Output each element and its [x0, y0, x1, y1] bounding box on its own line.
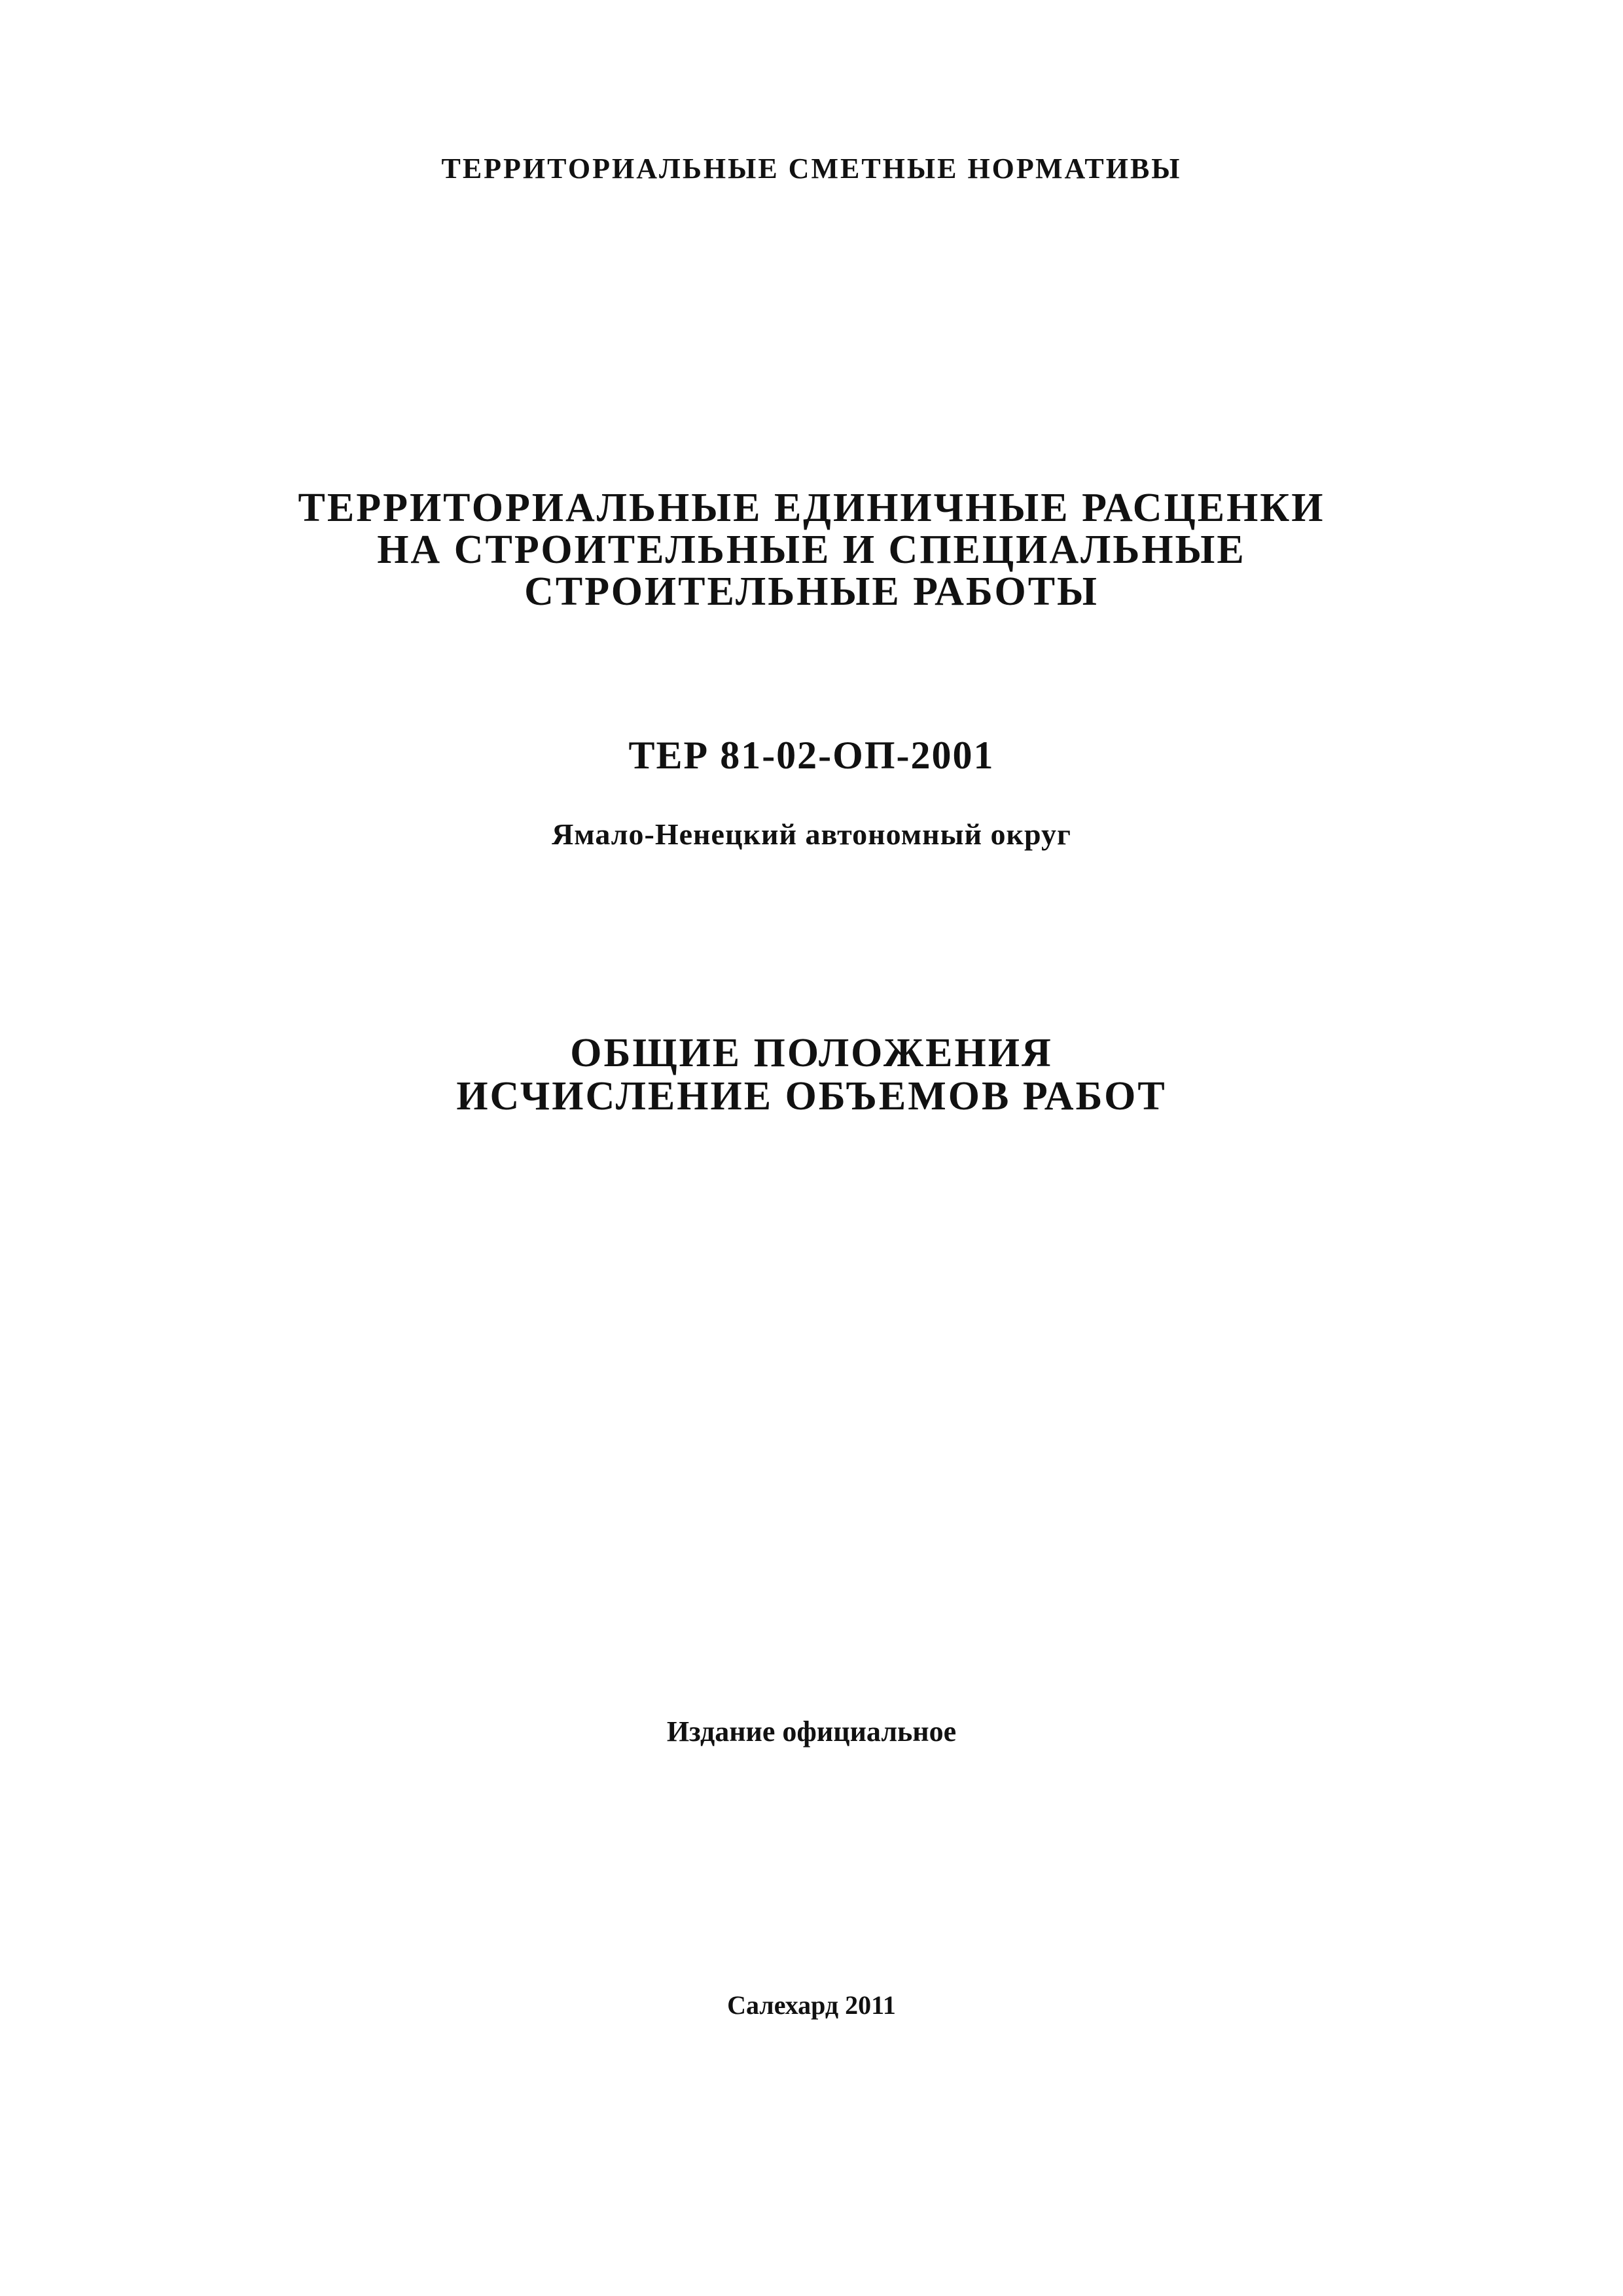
section-title	[0, 1031, 1623, 1118]
main-title-line-3: СТРОИТЕЛЬНЫЕ РАБОТЫ	[524, 569, 1099, 614]
main-title-line-1: ТЕРРИТОРИАЛЬНЫЕ ЕДИНИЧНЫЕ РАСЦЕНКИ	[298, 486, 1325, 530]
main-title-line-2: НА СТРОИТЕЛЬНЫЕ И СПЕЦИАЛЬНЫЕ	[377, 528, 1246, 572]
main-title	[0, 487, 1623, 613]
section-title-line-2: ИСЧИСЛЕНИЕ ОБЪЕМОВ РАБОТ	[456, 1074, 1167, 1119]
section-title-line-1: ОБЩИЕ ПОЛОЖЕНИЯ	[570, 1031, 1053, 1075]
region-name: Ямало-Ненецкий автономный округ	[552, 817, 1071, 851]
document-code: ТЕР 81-02-ОП-2001	[628, 734, 995, 777]
imprint: Салехард 2011	[727, 1990, 896, 2020]
series-header: ТЕРРИТОРИАЛЬНЫЕ СМЕТНЫЕ НОРМАТИВЫ	[441, 152, 1182, 185]
edition-note: Издание официальное	[666, 1715, 957, 1748]
